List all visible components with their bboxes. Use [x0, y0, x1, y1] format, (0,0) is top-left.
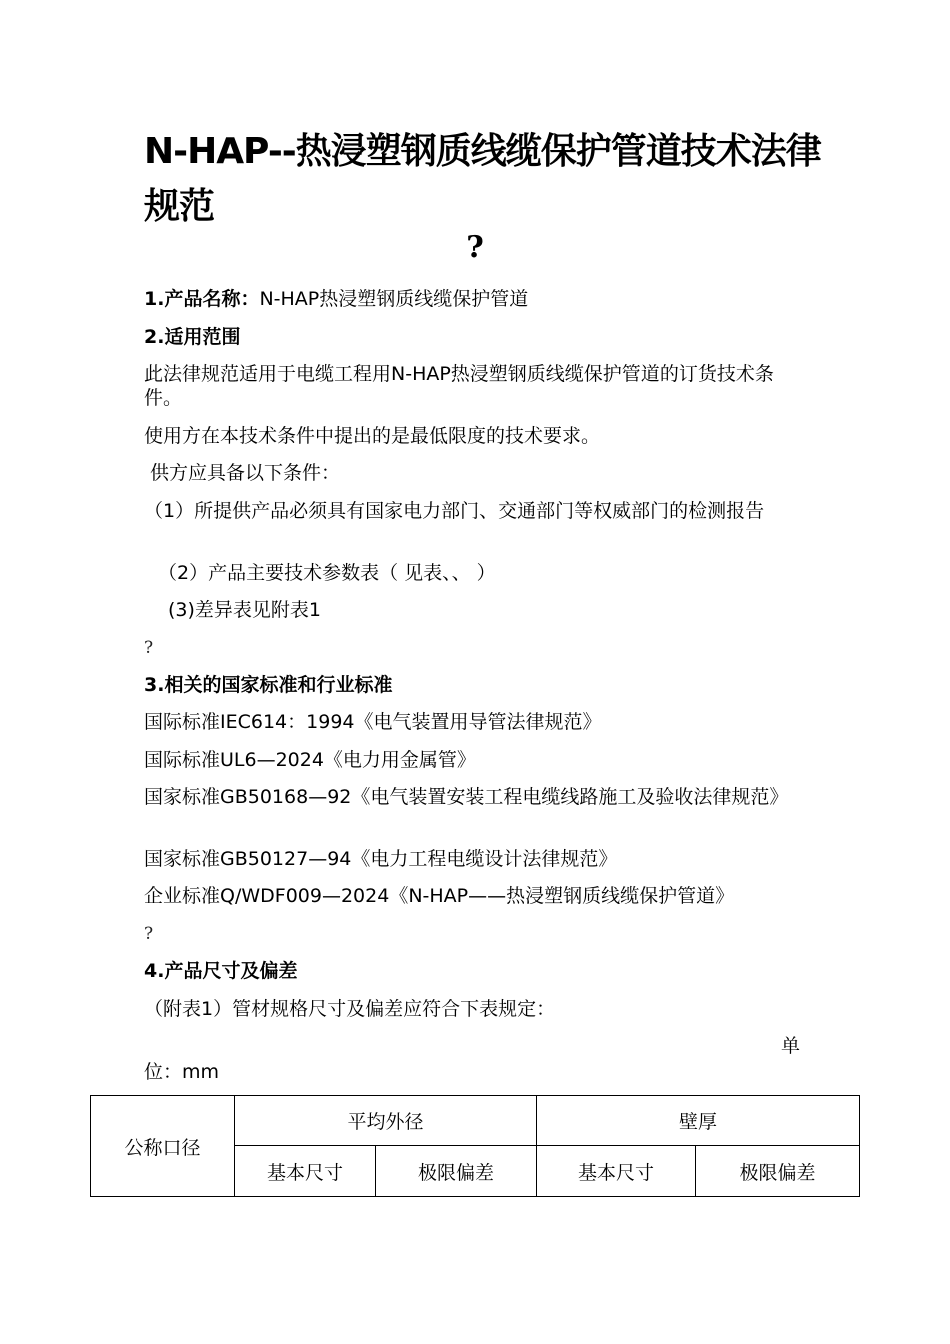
- header-basic-size-1: 基本尺寸: [235, 1146, 376, 1197]
- standard-5: 企业标准Q/WDF009—2024《N-HAP——热浸塑钢质线缆保护管道》: [144, 885, 735, 907]
- header-wall-thickness: 壁厚: [537, 1096, 860, 1146]
- product-name: N-HAP热浸塑钢质线缆保护管道: [259, 288, 529, 310]
- title-placeholder-mark: ?: [466, 230, 484, 265]
- section-2-paragraph-3: 供方应具备以下条件：: [144, 462, 341, 484]
- section-2-paragraph-1: 此法律规范适用于电缆工程用N-HAP热浸塑钢质线缆保护管道的订货技术条件。: [144, 363, 774, 409]
- section-4-paragraph: （附表1）管材规格尺寸及偏差应符合下表规定：: [144, 998, 556, 1020]
- section-1-line: [144, 287, 804, 311]
- condition-3: (3)差异表见附表1: [168, 599, 322, 621]
- header-outer-diameter: 平均外径: [235, 1096, 537, 1146]
- dimension-table: [90, 1095, 860, 1197]
- placeholder-mark-2: ?: [144, 924, 154, 944]
- section-1-heading: 1.产品名称：: [144, 288, 260, 310]
- section-3-heading: 3.相关的国家标准和行业标准: [144, 674, 393, 696]
- condition-1: （1）所提供产品必须具有国家电力部门、交通部门等权威部门的检测报告: [144, 500, 765, 522]
- section-4-heading: 4.产品尺寸及偏差: [144, 960, 298, 982]
- header-basic-size-2: 基本尺寸: [537, 1146, 696, 1197]
- section-2-heading: 2.适用范围: [144, 326, 241, 348]
- unit-label-part-2: 位：mm: [144, 1061, 220, 1083]
- condition-2: （2）产品主要技术参数表（ 见表、、 ）: [158, 562, 496, 584]
- unit-label-part-1: 单: [780, 1035, 800, 1057]
- standard-2: 国际标准UL6—2024《电力用金属管》: [144, 749, 476, 771]
- document-title: N-HAP--热浸塑钢质线缆保护管道技术法律规范: [144, 131, 821, 227]
- table-header-row-1: [91, 1096, 860, 1146]
- placeholder-mark-1: ?: [144, 638, 154, 658]
- header-limit-deviation-2: 极限偏差: [696, 1146, 860, 1197]
- header-nominal: 公称口径: [91, 1096, 235, 1197]
- section-2-paragraph-2: 使用方在本技术条件中提出的是最低限度的技术要求。: [144, 425, 601, 447]
- standard-3: 国家标准GB50168—92《电气装置安装工程电缆线路施工及验收法律规范》: [144, 786, 789, 808]
- standard-1: 国际标准IEC614：1994《电气装置用导管法律规范》: [144, 711, 602, 733]
- header-limit-deviation-1: 极限偏差: [376, 1146, 537, 1197]
- standard-4: 国家标准GB50127—94《电力工程电缆设计法律规范》: [144, 848, 618, 870]
